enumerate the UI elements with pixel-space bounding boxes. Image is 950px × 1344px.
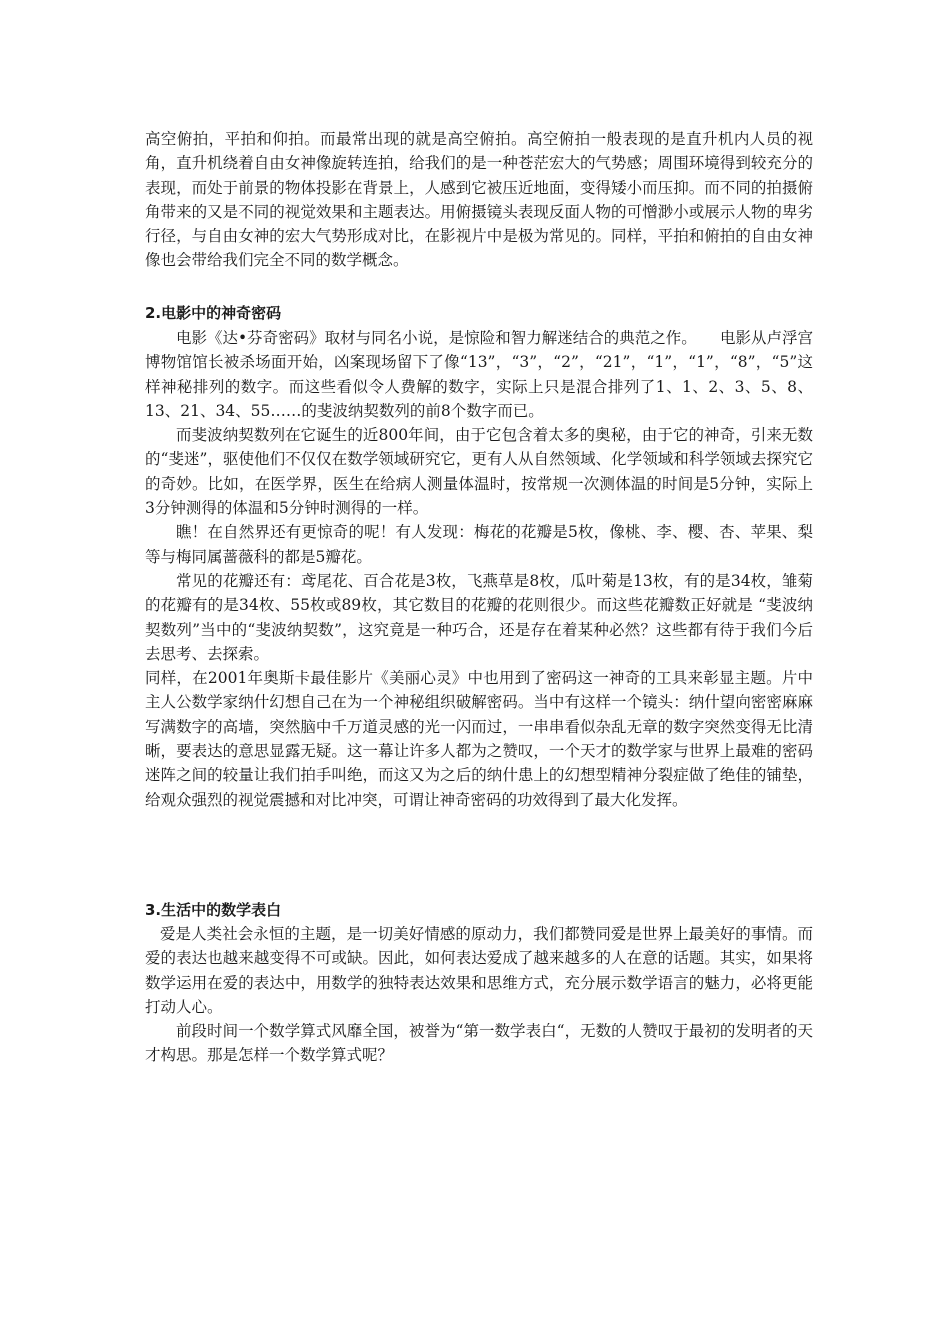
section2-body [145, 326, 813, 812]
paragraph: 电影《达•芬奇密码》取材与同名小说，是惊险和智力解迷结合的典范之作。 电影从卢浮宫博物馆馆长被杀场面开始，凶案现场留下了像“13”，“3”，“2”，“21”，“1”，“1”，“8”，“5”这样神秘排列的数字。而这些看似令人费解的数字，实际上只是混合排列了1、1、2、3、5、8、13、21、34、55……的斐波纳契数列的前8个数字而已。 [145, 329, 813, 420]
paragraph: 爱是人类社会永恒的主题，是一切美好情感的原动力，我们都赞同爱是世界上最美好的事情。而爱的表达也越来越变得不可或缺。因此，如何表达爱成了越来越多的人在意的话题。其实，如果将数学运用在爱的表达中，用数学的独特表达效果和思维方式，充分展示数学语言的魅力，必将更能打动人心。 [145, 925, 813, 1016]
section1-body [145, 127, 813, 273]
paragraph: 同样，在2001年奥斯卡最佳影片《美丽心灵》中也用到了密码这一神奇的工具来彰显主题。片中主人公数学家纳什幻想自己在为一个神秘组织破解密码。当中有这样一个镜头：纳什望向密密麻麻写满数字的高墙，突然脑中千万道灵感的光一闪而过，一串串看似杂乱无章的数字突然变得无比清晰，要表达的意思显露无疑。这一幕让许多人都为之赞叹，一个天才的数学家与世界上最难的密码迷阵之间的较量让我们拍手叫绝，而这又为之后的纳什患上的幻想型精神分裂症做了绝佳的铺垫，给观众强烈的视觉震撼和对比冲突，可谓让神奇密码的功效得到了最大化发挥。 [145, 669, 813, 809]
section2-heading: 2.电影中的神奇密码 [145, 304, 282, 322]
paragraph: 前段时间一个数学算式风靡全国，被誉为“第一数学表白“，无数的人赞叹于最初的发明者的天才构思。那是怎样一个数学算式呢？ [145, 1022, 813, 1065]
paragraph: 瞧！在自然界还有更惊奇的呢！有人发现：梅花的花瓣是5枚，像桃、李、樱、杏、苹果、梨等与梅同属蔷薇科的都是5瓣花。 [145, 523, 813, 566]
paragraph: 而斐波纳契数列在它诞生的近800年间，由于它包含着太多的奥秘，由于它的神奇，引来无数的“斐迷”，驱使他们不仅仅在数学领域研究它，更有人从自然领域、化学领域和科学领域去探究它的奇妙。比如，在医学界，医生在给病人测量体温时，按常规一次测体温的时间是5分钟，实际上3分钟测得的体温和5分钟时测得的一样。 [145, 426, 813, 518]
section3-heading: 3.生活中的数学表白 [145, 901, 282, 919]
paragraph: 高空俯拍，平拍和仰拍。而最常出现的就是高空俯拍。高空俯拍一般表现的是直升机内人员的视角，直升机绕着自由女神像旋转连拍，给我们的是一种苍茫宏大的气势感；周围环境得到较充分的表现，而处于前景的物体投影在背景上，人感到它被压近地面，变得矮小而压抑。而不同的拍摄俯角带来的又是不同的视觉效果和主题表达。用俯摄镜头表现反面人物的可憎渺小或展示人物的卑劣行径，与自由女神的宏大气势形成对比，在影视片中是极为常见的。同样，平拍和俯拍的自由女神像也会带给我们完全不同的数学概念。 [145, 130, 813, 270]
paragraph: 常见的花瓣还有：鸢尾花、百合花是3枚，飞燕草是8枚，瓜叶菊是13枚，有的是34枚，雏菊的花瓣有的是34枚、55枚或89枚，其它数目的花瓣的花则很少。而这些花瓣数正好就是 “斐波纳契数列”当中的“斐波纳契数”，这究竟是一种巧合，还是存在着某种必然？这些都有待于我们今后去思考、去探索。 [145, 571, 813, 663]
section3-body [145, 922, 813, 1068]
